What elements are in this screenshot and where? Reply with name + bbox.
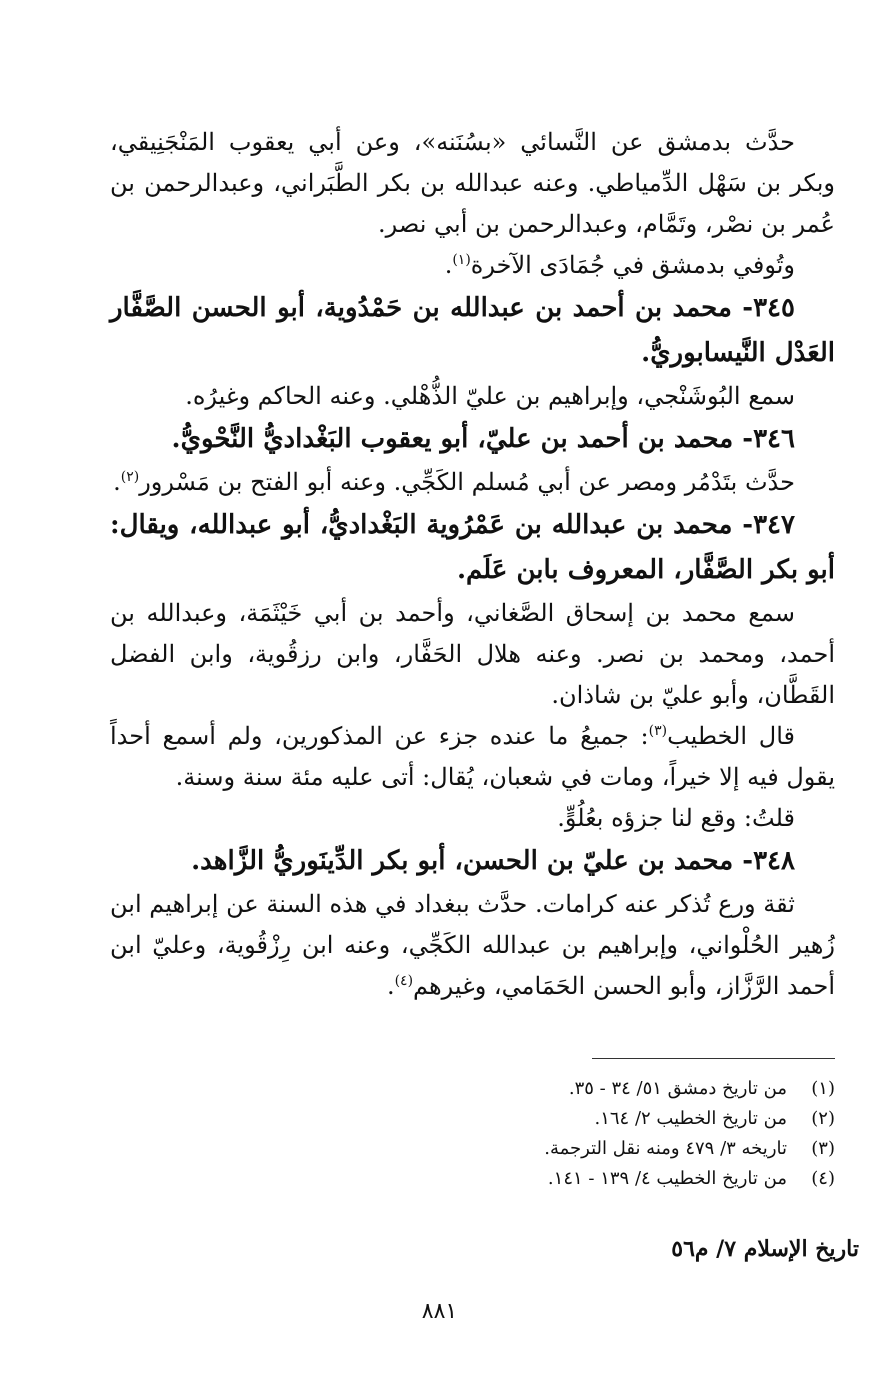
footnote [335,1134,835,1164]
footnote-text: تاريخه ٣/ ٤٧٩ ومنه نقل الترجمة. [544,1138,787,1159]
footnote-ref: (١) [452,252,471,268]
paragraph: ثقة ورع تُذكر عنه كرامات. حدَّث ببغداد في هذه السنة عن إبراهيم ابن زُهير الحُلْواني، وإبراهيم بن عبدالله الكَجِّي، وعنه ابن رِزْقُوية، وعليّ ابن أحمد الرَّزَّاز، وأبو الحسن الحَمَامي، وغيرهم$^{(٤)}$. [110,890,835,1000]
paragraph: قال الخطيب$^{(٣)}$: جميعُ ما عنده جزء عن المذكورين، ولم أسمع أحداً يقول فيه إلا خيراً، ومات في شعبان، يُقال: أتى عليه مئة سنة وسنة. [110,722,835,791]
entry-heading-346: ٣٤٦- محمد بن أحمد بن عليّ، أبو يعقوب البَغْداديُّ النَّحْويُّ. [171,424,795,454]
entry-heading-345: ٣٤٥- محمد بن أحمد بن عبدالله بن حَمْدُوية، أبو الحسن الصَّفَّار العَدْل النَّيسابوريُّ. [110,293,835,368]
main-text [110,122,835,1007]
paragraph: وتُوفي بدمشق في جُمَادَى الآخرة$^{(١)}$. [444,251,795,279]
paragraph: حدَّث بتَدْمُر ومصر عن أبي مُسلم الكَجِّي. وعنه أبو الفتح بن مَسْرور$^{(٢)}$. [113,468,795,496]
page-number: ٨٨١ [421,1299,458,1324]
footnote-ref: (٢) [120,469,140,485]
footnote-text: من تاريخ دمشق ٥١/ ٣٤ - ٣٥. [568,1078,787,1099]
footnote-text: من تاريخ الخطيب ٢/ ١٦٤. [594,1108,787,1129]
footnote-divider [592,1058,835,1059]
footnote-text: من تاريخ الخطيب ٤/ ١٣٩ - ١٤١. [547,1168,787,1189]
footnote-number: (٤) [811,1168,835,1189]
paragraph: سمع محمد بن إسحاق الصَّغاني، وأحمد بن أبي خَيْثَمَة، وعبدالله بن أحمد، ومحمد بن نصر. وعنه هلال الحَفَّار، وابن رزقُوية، وابن الفضل القَطَّان، وأبو عليّ بن شاذان. [110,599,835,709]
paragraph: قلتُ: وقع لنا جزؤه بعُلُوٍّ. [557,804,795,832]
footnote [335,1104,835,1134]
paragraph: حدَّث بدمشق عن النَّسائي «بسُنَنه»، وعن أبي يعقوب المَنْجَنِيقي، وبكر بن سَهْل الدِّمياطي. وعنه عبدالله بن بكر الطَّبَراني، وعبدالرحمن بن عُمر بن نصْر، وتَمَّام، وعبدالرحمن بن أبي نصر. [110,128,835,238]
printer-signature: تاريخ الإسلام ٧/ م٥٦ [671,1236,859,1262]
entry-heading-348: ٣٤٨- محمد بن عليّ بن الحسن، أبو بكر الدِّينَوريُّ الزَّاهد. [191,846,795,876]
footnote-number: (٢) [811,1108,835,1129]
footnotes [335,1074,835,1194]
footnote-ref: (٤) [394,973,414,989]
footnote-number: (١) [811,1078,835,1099]
paragraph: سمع البُوشَنْجي، وإبراهيم بن عليّ الذُّهْلي. وعنه الحاكم وغيرُه. [185,382,795,410]
entry-heading-347: ٣٤٧- محمد بن عبدالله بن عَمْرُوية البَغْداديُّ، أبو عبدالله، ويقال: أبو بكر الصَّفَّار، المعروف بابن عَلَم. [110,510,835,585]
footnote [335,1074,835,1104]
footnote-number: (٣) [811,1138,835,1159]
footnote-ref: (٣) [648,723,668,739]
footnote [335,1164,835,1194]
